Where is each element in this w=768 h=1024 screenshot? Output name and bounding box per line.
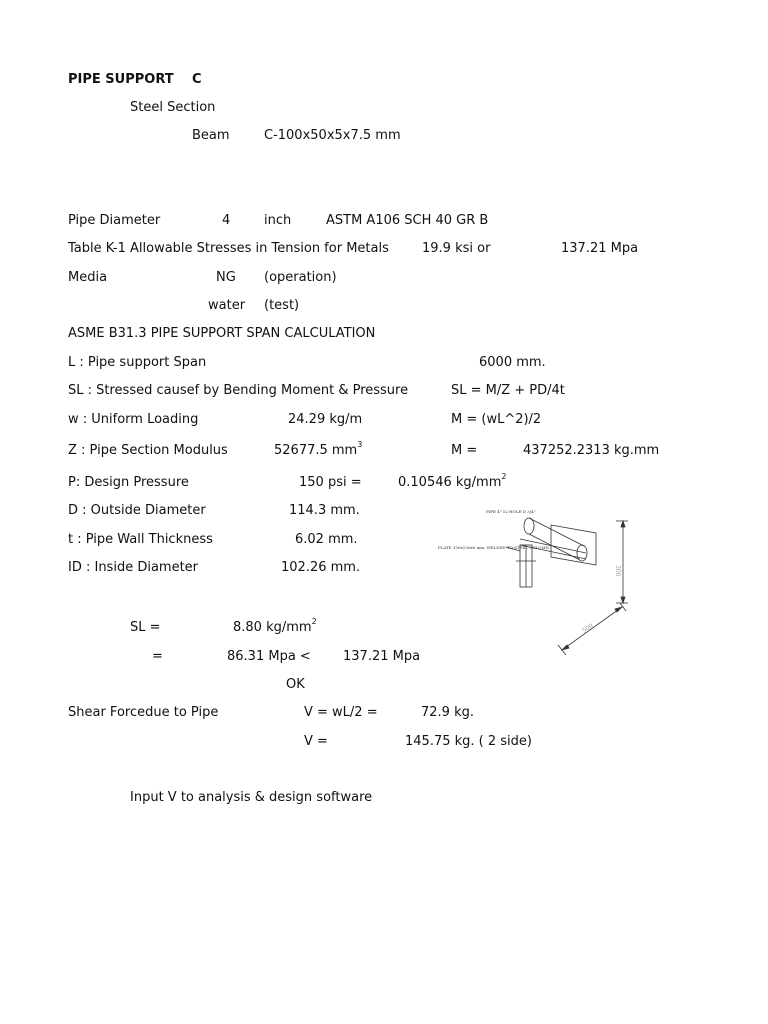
footer-note: Input V to analysis & design software <box>130 790 373 805</box>
pipe-support-sketch <box>436 505 636 655</box>
media-op-fluid: NG <box>216 270 236 285</box>
sketch-note-plate: PLATE 150x150x6 mm. WELDED TO STEEL COLUMN <box>438 545 550 550</box>
outside-diameter-label: D : Outside Diameter <box>68 503 206 518</box>
wall-thickness-value: 6.02 mm. <box>295 532 358 547</box>
media-op-note: (operation) <box>264 270 337 285</box>
span-label: L : Pipe support Span <box>68 355 207 370</box>
steel-section-label: Steel Section <box>130 100 216 115</box>
sl-definition-label: SL : Stressed causef by Bending Moment & Pressure <box>68 383 409 398</box>
table-k1-label: Table K-1 Allowable Stresses in Tension for Metals <box>68 241 389 256</box>
pipe-diameter-value: 4 <box>222 213 231 228</box>
shear-v1-value: 72.9 kg. <box>421 705 474 720</box>
sl-formula: SL = M/Z + PD/4t <box>451 383 565 398</box>
shear-v2-value: 145.75 kg. ( 2 side) <box>405 734 532 749</box>
sketch-dim-horizontal: 500 <box>581 622 595 635</box>
check-result: OK <box>286 677 305 692</box>
span-value: 6000 mm. <box>479 355 546 370</box>
shear-v1-label: V = wL/2 = <box>304 705 378 720</box>
beam-label: Beam <box>192 128 230 143</box>
page-title: PIPE SUPPORT <box>68 72 174 87</box>
outside-diameter-value: 114.3 mm. <box>289 503 360 518</box>
section-modulus-value: 52677.5 $mm^3$ <box>274 440 363 458</box>
media-test-note: (test) <box>264 298 300 313</box>
support-type: C <box>192 72 202 87</box>
section-modulus-label: Z : Pipe Section Modulus <box>68 443 228 458</box>
inside-diameter-label: ID : Inside Diameter <box>68 560 199 575</box>
shear-label: Shear Forcedue to Pipe <box>68 705 219 720</box>
pipe-spec: ASTM A106 SCH 40 GR B <box>326 213 489 228</box>
sketch-note-pipe: PIPE 4" 12 HOLE D 3/4" <box>486 509 536 514</box>
table-k1-mpa: 137.21 Mpa <box>561 241 639 256</box>
sl-mpa-value: 86.31 Mpa < <box>227 649 311 664</box>
inside-diameter-value: 102.26 mm. <box>281 560 361 575</box>
moment-label: M = <box>451 443 478 458</box>
design-pressure-label: P: Design Pressure <box>68 475 189 490</box>
uniform-loading-label: w : Uniform Loading <box>68 412 199 427</box>
pipe-diameter-unit: inch <box>264 213 292 228</box>
calc-title: ASME B31.3 PIPE SUPPORT SPAN CALCULATION <box>68 326 376 341</box>
media-test-fluid: water <box>208 298 246 313</box>
uniform-loading-value: 24.29 kg/m <box>288 412 363 427</box>
wall-thickness-label: t : Pipe Wall Thickness <box>68 532 213 547</box>
sketch-dim-vertical: 300 <box>614 565 621 577</box>
sl-result-label: SL = <box>130 620 161 635</box>
beam-value: C-100x50x5x7.5 mm <box>264 128 401 143</box>
design-pressure-psi: 150 psi = <box>299 475 362 490</box>
sl-result-value: 8.80 $kg/mm^2$ <box>233 617 317 635</box>
table-k1-ksi: 19.9 ksi or <box>422 241 491 256</box>
moment-formula: M = (wL^2)/2 <box>451 412 542 427</box>
pipe-diameter-label: Pipe Diameter <box>68 213 161 228</box>
allowable-stress: 137.21 Mpa <box>343 649 421 664</box>
shear-v2-label: V = <box>304 734 328 749</box>
media-label: Media <box>68 270 108 285</box>
moment-value: 437252.2313 kg.mm <box>523 443 660 458</box>
sl-equals: = <box>152 649 163 664</box>
design-pressure-kgmm: 0.10546 $kg/mm^2$ <box>398 472 507 490</box>
